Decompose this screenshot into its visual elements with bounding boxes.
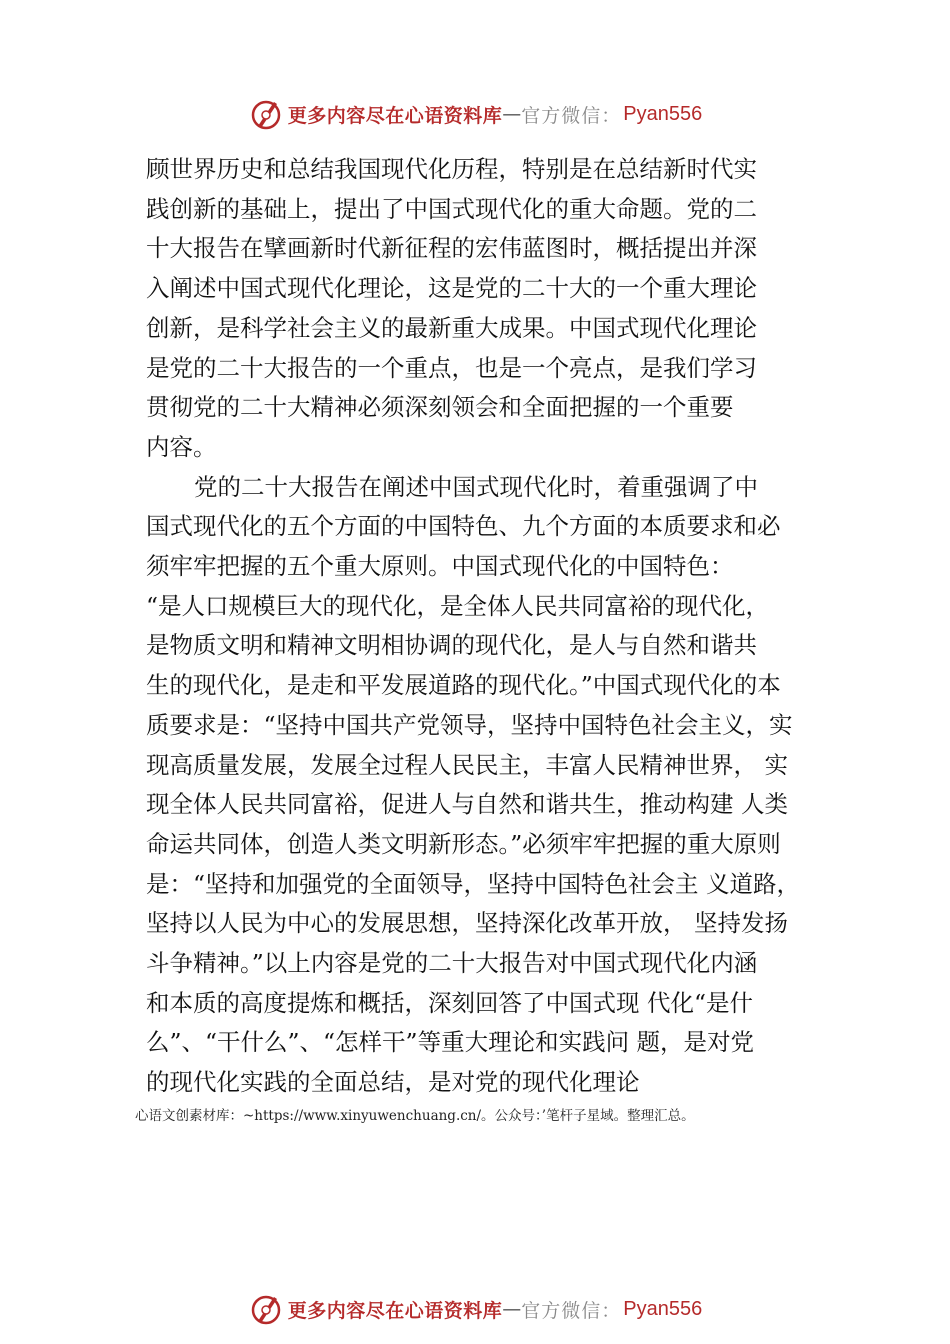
body-line: “是人口规模巨大的现代化，是全体人民共同富裕的现代化， bbox=[146, 591, 770, 620]
source-footnote: 心语文创素材库：~https://www.xinyuwenchuang.cn/。公众号：’笔杆子星域。整理汇总。 bbox=[135, 1108, 695, 1124]
pen-circle-logo-icon bbox=[248, 1291, 284, 1327]
banner-title: 更多内容尽在心语资料库 bbox=[287, 1299, 503, 1322]
pen-circle-logo-icon bbox=[248, 96, 284, 132]
body-line: 十大报告在擘画新时代新征程的宏伟蓝图时，概括提出并深 bbox=[146, 234, 757, 263]
body-line: 斗争精神。”以上内容是党的二十大报告对中国式现代化内涵 bbox=[146, 949, 758, 978]
banner-dash: — bbox=[502, 103, 522, 125]
body-line: 和本质的高度提炼和概括，深刻回答了中国式现 代化“是什 bbox=[146, 988, 753, 1017]
banner-wechat-label: 官方微信： bbox=[521, 1299, 622, 1322]
body-line: 顾世界历史和总结我国现代化历程，特别是在总结新时代实 bbox=[146, 155, 757, 183]
body-line: 践创新的基础上，提出了中国式现代化的重大命题。党的二 bbox=[146, 194, 757, 223]
body-line: 入阐述中国式现代化理论，这是党的二十大的一个重大理论 bbox=[146, 274, 757, 303]
body-line: 创新，是科学社会主义的最新重大成果。中国式现代化理论 bbox=[146, 313, 757, 342]
body-line: 质要求是：“坚持中国共产党领导，坚持中国特色社会主义，实 bbox=[146, 710, 793, 739]
body-line: 现高质量发展，发展全过程人民民主，丰富人民精神世界， 实 bbox=[146, 750, 788, 779]
body-line: 内容。 bbox=[146, 432, 217, 461]
body-line: 坚持以人民为中心的发展思想，坚持深化改革开放， 坚持发扬 bbox=[146, 909, 788, 938]
banner-wechat-id: Pyan556 bbox=[623, 102, 703, 125]
body-line: 是：“坚持和加强党的全面领导，坚持中国特色社会主 义道路， bbox=[146, 869, 800, 898]
footer-banner bbox=[0, 1289, 950, 1329]
body-line: 现全体人民共同富裕，促进人与自然和谐共生，推动构建 人类 bbox=[146, 790, 788, 819]
body-line: 须牢牢把握的五个重大原则。中国式现代化的中国特色： bbox=[146, 552, 734, 581]
document-body bbox=[146, 150, 826, 1103]
banner-title: 更多内容尽在心语资料库 bbox=[287, 104, 503, 127]
body-line: 是物质文明和精神文明相协调的现代化，是人与自然和谐共 bbox=[146, 631, 757, 660]
banner-dash: — bbox=[502, 1298, 522, 1320]
banner-wechat-label: 官方微信： bbox=[521, 104, 622, 127]
header-banner bbox=[0, 94, 950, 134]
banner-wechat-id: Pyan556 bbox=[623, 1297, 703, 1320]
body-line: 的现代化实践的全面总结，是对党的现代化理论 bbox=[146, 1068, 640, 1097]
body-line: 么”、“干什么”、“怎样干”等重大理论和实践问 题，是对党 bbox=[146, 1028, 755, 1057]
body-line: 贯彻党的二十大精神必须深刻领会和全面把握的一个重要 bbox=[146, 393, 734, 422]
body-line: 生的现代化，是走和平发展道路的现代化。”中国式现代化的本 bbox=[146, 671, 781, 700]
body-line: 是党的二十大报告的一个重点，也是一个亮点，是我们学习 bbox=[146, 353, 757, 382]
paragraph-first-line: 党的二十大报告在阐述中国式现代化时，着重强调了中 bbox=[194, 472, 758, 501]
body-line: 国式现代化的五个方面的中国特色、九个方面的本质要求和必 bbox=[146, 512, 781, 541]
body-line: 命运共同体，创造人类文明新形态。”必须牢牢把握的重大原则 bbox=[146, 829, 781, 858]
